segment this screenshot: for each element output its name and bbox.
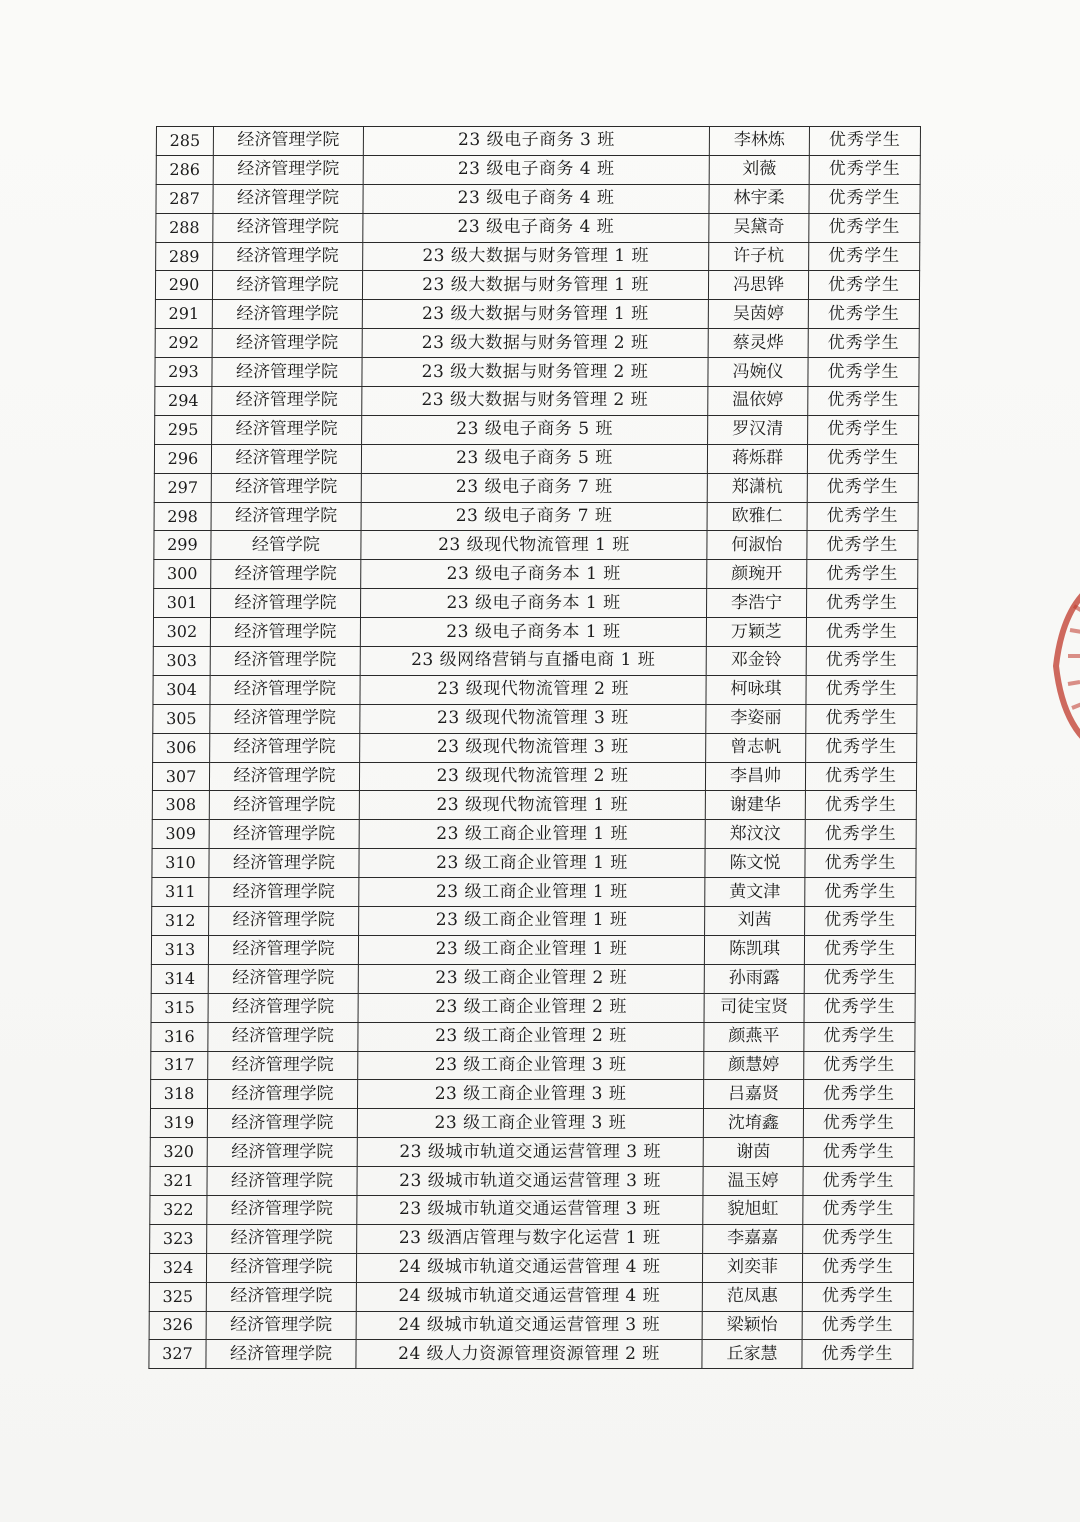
award-cell: 优秀学生 [802, 1282, 913, 1311]
class-cell: 23 级工商企业管理 1 班 [359, 849, 705, 878]
award-cell: 优秀学生 [806, 618, 917, 647]
award-cell: 优秀学生 [809, 127, 920, 156]
award-cell: 优秀学生 [808, 271, 919, 300]
table-row [153, 589, 917, 618]
student-name-cell: 李林炼 [709, 127, 809, 156]
award-cell: 优秀学生 [807, 473, 918, 502]
table-row [156, 155, 920, 184]
student-name-cell: 蒋烁群 [707, 444, 807, 473]
award-cell: 优秀学生 [808, 300, 919, 329]
class-cell: 23 级网络营销与直播电商 1 班 [360, 647, 706, 676]
row-number-cell: 323 [150, 1224, 207, 1253]
class-cell: 23 级工商企业管理 2 班 [358, 964, 704, 993]
row-number-cell: 289 [156, 242, 213, 271]
table-row [150, 1138, 914, 1167]
college-cell: 经济管理学院 [211, 560, 361, 589]
row-number-cell: 318 [150, 1080, 207, 1109]
college-cell: 经济管理学院 [213, 213, 363, 242]
class-cell: 23 级工商企业管理 1 班 [359, 907, 705, 936]
roster-body [149, 127, 921, 1369]
table-row [151, 935, 915, 964]
row-number-cell: 317 [151, 1051, 208, 1080]
college-cell: 经济管理学院 [207, 1080, 357, 1109]
college-cell: 经济管理学院 [209, 791, 359, 820]
college-cell: 经济管理学院 [208, 964, 358, 993]
table-row [155, 329, 919, 358]
student-name-cell: 范凤惠 [702, 1282, 802, 1311]
row-number-cell: 294 [155, 387, 212, 416]
college-cell: 经济管理学院 [207, 1138, 357, 1167]
college-cell: 经济管理学院 [207, 1195, 357, 1224]
award-cell: 优秀学生 [804, 1051, 915, 1080]
row-number-cell: 288 [156, 213, 213, 242]
table-row [155, 387, 919, 416]
table-row [156, 184, 920, 213]
row-number-cell: 314 [151, 964, 208, 993]
college-cell: 经济管理学院 [207, 1167, 357, 1196]
student-name-cell: 曾志帆 [706, 733, 806, 762]
college-cell: 经济管理学院 [207, 1109, 357, 1138]
college-cell: 经济管理学院 [212, 329, 362, 358]
college-cell: 经济管理学院 [213, 127, 363, 156]
student-name-cell: 冯思铧 [708, 271, 808, 300]
class-cell: 23 级电子商务本 1 班 [360, 589, 706, 618]
student-name-cell: 郑汶汶 [705, 820, 805, 849]
class-cell: 23 级电子商务 4 班 [363, 155, 709, 184]
student-name-cell: 颜琬开 [707, 560, 807, 589]
student-name-cell: 蔡灵烨 [708, 329, 808, 358]
student-name-cell: 冯婉仪 [708, 358, 808, 387]
table-row [151, 1051, 915, 1080]
table-row [152, 762, 916, 791]
row-number-cell: 324 [149, 1253, 206, 1282]
student-name-cell: 温依婷 [708, 387, 808, 416]
table-row [155, 300, 919, 329]
row-number-cell: 327 [149, 1340, 206, 1369]
college-cell: 经济管理学院 [213, 155, 363, 184]
row-number-cell: 304 [153, 675, 210, 704]
award-cell: 优秀学生 [806, 589, 917, 618]
student-name-cell: 李昌帅 [705, 762, 805, 791]
award-cell: 优秀学生 [803, 1080, 914, 1109]
official-seal-stamp [1046, 566, 1080, 766]
class-cell: 23 级现代物流管理 1 班 [361, 531, 707, 560]
class-cell: 23 级大数据与财务管理 2 班 [362, 329, 708, 358]
award-cell: 优秀学生 [805, 820, 916, 849]
class-cell: 23 级大数据与财务管理 2 班 [362, 387, 708, 416]
college-cell: 经济管理学院 [213, 184, 363, 213]
class-cell: 24 级城市轨道交通运营管理 4 班 [356, 1282, 702, 1311]
table-row [152, 907, 916, 936]
row-number-cell: 292 [155, 329, 212, 358]
table-row [152, 791, 916, 820]
college-cell: 经济管理学院 [209, 878, 359, 907]
row-number-cell: 300 [154, 560, 211, 589]
student-name-cell: 貌旭虹 [703, 1195, 803, 1224]
row-number-cell: 297 [154, 473, 211, 502]
award-cell: 优秀学生 [805, 907, 916, 936]
table-row [150, 1109, 914, 1138]
table-row [152, 878, 916, 907]
student-name-cell: 温玉婷 [703, 1167, 803, 1196]
student-name-cell: 黄文津 [705, 878, 805, 907]
table-row [150, 1080, 914, 1109]
award-cell: 优秀学生 [804, 1022, 915, 1051]
row-number-cell: 301 [153, 589, 210, 618]
class-cell: 24 级人力资源管理资源管理 2 班 [356, 1340, 702, 1369]
table-row [154, 473, 918, 502]
table-row [156, 127, 920, 156]
table-row [155, 271, 919, 300]
row-number-cell: 287 [156, 184, 213, 213]
student-name-cell: 欧雅仁 [707, 502, 807, 531]
student-name-cell: 郑潇杭 [707, 473, 807, 502]
class-cell: 23 级工商企业管理 2 班 [358, 1022, 704, 1051]
college-cell: 经济管理学院 [212, 300, 362, 329]
row-number-cell: 298 [154, 502, 211, 531]
row-number-cell: 306 [153, 733, 210, 762]
student-name-cell: 陈凯琪 [704, 935, 804, 964]
award-cell: 优秀学生 [809, 213, 920, 242]
student-name-cell: 李浩宁 [706, 589, 806, 618]
college-cell: 经济管理学院 [206, 1340, 356, 1369]
college-cell: 经济管理学院 [209, 849, 359, 878]
college-cell: 经济管理学院 [212, 358, 362, 387]
student-name-cell: 刘奕菲 [702, 1253, 802, 1282]
student-name-cell: 颜慧婷 [704, 1051, 804, 1080]
row-number-cell: 308 [152, 791, 209, 820]
class-cell: 23 级工商企业管理 3 班 [358, 1051, 704, 1080]
student-name-cell: 李嘉嘉 [703, 1224, 803, 1253]
college-cell: 经济管理学院 [211, 502, 361, 531]
table-row [151, 1022, 915, 1051]
award-cell: 优秀学生 [808, 358, 919, 387]
table-row [149, 1282, 913, 1311]
row-number-cell: 307 [152, 762, 209, 791]
table-row [155, 415, 919, 444]
student-name-cell: 吴茵婷 [708, 300, 808, 329]
college-cell: 经济管理学院 [208, 1022, 358, 1051]
award-cell: 优秀学生 [807, 502, 918, 531]
student-name-cell: 万颖芝 [706, 618, 806, 647]
table-row [156, 242, 920, 271]
student-name-cell: 丘家慧 [702, 1340, 802, 1369]
row-number-cell: 299 [154, 531, 211, 560]
table-row [152, 849, 916, 878]
class-cell: 23 级现代物流管理 3 班 [360, 733, 706, 762]
award-cell: 优秀学生 [805, 791, 916, 820]
award-cell: 优秀学生 [808, 415, 919, 444]
table-row [153, 733, 917, 762]
college-cell: 经济管理学院 [209, 907, 359, 936]
table-row [153, 675, 917, 704]
class-cell: 23 级工商企业管理 2 班 [358, 993, 704, 1022]
college-cell: 经济管理学院 [210, 647, 360, 676]
class-cell: 23 级城市轨道交通运营管理 3 班 [357, 1167, 703, 1196]
student-name-cell: 陈文悦 [705, 849, 805, 878]
row-number-cell: 286 [156, 155, 213, 184]
table-row [149, 1253, 913, 1282]
college-cell: 经济管理学院 [207, 1224, 357, 1253]
student-name-cell: 谢茵 [703, 1138, 803, 1167]
class-cell: 23 级城市轨道交通运营管理 3 班 [357, 1138, 703, 1167]
student-name-cell: 邓金铃 [706, 647, 806, 676]
college-cell: 经济管理学院 [212, 387, 362, 416]
class-cell: 23 级电子商务 4 班 [363, 213, 709, 242]
award-cell: 优秀学生 [803, 1167, 914, 1196]
row-number-cell: 320 [150, 1138, 207, 1167]
table-row [154, 444, 918, 473]
student-name-cell: 司徒宝贤 [704, 993, 804, 1022]
college-cell: 经济管理学院 [213, 242, 363, 271]
class-cell: 23 级电子商务本 1 班 [361, 560, 707, 589]
award-cell: 优秀学生 [802, 1340, 913, 1369]
award-cell: 优秀学生 [807, 531, 918, 560]
row-number-cell: 316 [151, 1022, 208, 1051]
award-cell: 优秀学生 [805, 849, 916, 878]
student-name-cell: 颜燕平 [704, 1022, 804, 1051]
table-row [151, 993, 915, 1022]
student-name-cell: 柯咏琪 [706, 675, 806, 704]
award-cell: 优秀学生 [806, 675, 917, 704]
table-row [150, 1195, 914, 1224]
award-cell: 优秀学生 [803, 1224, 914, 1253]
award-cell: 优秀学生 [803, 1109, 914, 1138]
table-row [154, 531, 918, 560]
class-cell: 23 级现代物流管理 3 班 [360, 704, 706, 733]
row-number-cell: 326 [149, 1311, 206, 1340]
award-cell: 优秀学生 [809, 242, 920, 271]
table-row [155, 358, 919, 387]
award-cell: 优秀学生 [809, 184, 920, 213]
award-cell: 优秀学生 [804, 964, 915, 993]
college-cell: 经济管理学院 [211, 444, 361, 473]
college-cell: 经济管理学院 [209, 820, 359, 849]
row-number-cell: 319 [150, 1109, 207, 1138]
college-cell: 经济管理学院 [208, 935, 358, 964]
row-number-cell: 309 [152, 820, 209, 849]
row-number-cell: 322 [150, 1195, 207, 1224]
student-name-cell: 罗汉清 [708, 415, 808, 444]
class-cell: 23 级大数据与财务管理 1 班 [363, 242, 709, 271]
row-number-cell: 311 [152, 878, 209, 907]
class-cell: 23 级电子商务 4 班 [363, 184, 709, 213]
college-cell: 经济管理学院 [209, 762, 359, 791]
row-number-cell: 310 [152, 849, 209, 878]
college-cell: 经济管理学院 [211, 473, 361, 502]
student-name-cell: 刘薇 [709, 155, 809, 184]
class-cell: 23 级现代物流管理 1 班 [359, 791, 705, 820]
table-row [149, 1340, 913, 1369]
class-cell: 23 级电子商务 5 班 [362, 415, 708, 444]
row-number-cell: 313 [151, 935, 208, 964]
table-row [154, 560, 918, 589]
table-row [149, 1311, 913, 1340]
student-name-cell: 吕嘉贤 [703, 1080, 803, 1109]
award-cell: 优秀学生 [805, 762, 916, 791]
row-number-cell: 295 [155, 415, 212, 444]
table-row [154, 502, 918, 531]
college-cell: 经济管理学院 [208, 1051, 358, 1080]
student-name-cell: 孙雨露 [704, 964, 804, 993]
row-number-cell: 321 [150, 1167, 207, 1196]
table-row [156, 213, 920, 242]
student-name-cell: 刘茜 [705, 907, 805, 936]
award-cell: 优秀学生 [803, 1195, 914, 1224]
college-cell: 经济管理学院 [212, 271, 362, 300]
college-cell: 经济管理学院 [210, 733, 360, 762]
row-number-cell: 296 [154, 444, 211, 473]
row-number-cell: 302 [153, 618, 210, 647]
award-cell: 优秀学生 [805, 878, 916, 907]
award-cell: 优秀学生 [802, 1253, 913, 1282]
college-cell: 经济管理学院 [206, 1282, 356, 1311]
student-name-cell: 谢建华 [705, 791, 805, 820]
award-cell: 优秀学生 [806, 647, 917, 676]
student-name-cell: 李姿丽 [706, 704, 806, 733]
class-cell: 23 级大数据与财务管理 1 班 [362, 271, 708, 300]
class-cell: 23 级工商企业管理 1 班 [359, 820, 705, 849]
row-number-cell: 293 [155, 358, 212, 387]
class-cell: 23 级电子商务 7 班 [361, 502, 707, 531]
row-number-cell: 312 [152, 907, 209, 936]
table-row [153, 618, 917, 647]
college-cell: 经济管理学院 [206, 1253, 356, 1282]
row-number-cell: 285 [156, 127, 213, 156]
student-name-cell: 梁颖怡 [702, 1311, 802, 1340]
table-row [152, 820, 916, 849]
row-number-cell: 290 [155, 271, 212, 300]
college-cell: 经济管理学院 [210, 618, 360, 647]
class-cell: 23 级现代物流管理 2 班 [360, 675, 706, 704]
class-cell: 23 级酒店管理与数字化运营 1 班 [357, 1224, 703, 1253]
award-cell: 优秀学生 [809, 155, 920, 184]
college-cell: 经济管理学院 [210, 589, 360, 618]
award-cell: 优秀学生 [808, 329, 919, 358]
table-row [150, 1167, 914, 1196]
award-roster-table [148, 126, 921, 1369]
award-cell: 优秀学生 [806, 704, 917, 733]
row-number-cell: 303 [153, 647, 210, 676]
class-cell: 23 级电子商务本 1 班 [360, 618, 706, 647]
student-name-cell: 吴黛奇 [709, 213, 809, 242]
class-cell: 23 级现代物流管理 2 班 [359, 762, 705, 791]
class-cell: 23 级大数据与财务管理 2 班 [362, 358, 708, 387]
award-cell: 优秀学生 [806, 733, 917, 762]
award-cell: 优秀学生 [803, 1138, 914, 1167]
award-cell: 优秀学生 [807, 444, 918, 473]
student-name-cell: 沈堉鑫 [703, 1109, 803, 1138]
class-cell: 24 级城市轨道交通运营管理 4 班 [356, 1253, 702, 1282]
college-cell: 经济管理学院 [210, 704, 360, 733]
class-cell: 23 级工商企业管理 1 班 [358, 935, 704, 964]
class-cell: 23 级电子商务 7 班 [361, 473, 707, 502]
college-cell: 经济管理学院 [206, 1311, 356, 1340]
award-cell: 优秀学生 [804, 993, 915, 1022]
college-cell: 经济管理学院 [208, 993, 358, 1022]
award-cell: 优秀学生 [808, 387, 919, 416]
row-number-cell: 291 [155, 300, 212, 329]
class-cell: 24 级城市轨道交通运营管理 3 班 [356, 1311, 702, 1340]
table-row [153, 704, 917, 733]
award-cell: 优秀学生 [807, 560, 918, 589]
student-name-cell: 何淑怡 [707, 531, 807, 560]
award-cell: 优秀学生 [802, 1311, 913, 1340]
class-cell: 23 级电子商务 3 班 [363, 127, 709, 156]
class-cell: 23 级工商企业管理 3 班 [357, 1080, 703, 1109]
class-cell: 23 级城市轨道交通运营管理 3 班 [357, 1195, 703, 1224]
row-number-cell: 305 [153, 704, 210, 733]
table-row [153, 647, 917, 676]
row-number-cell: 315 [151, 993, 208, 1022]
class-cell: 23 级工商企业管理 3 班 [357, 1109, 703, 1138]
student-name-cell: 许子杭 [709, 242, 809, 271]
college-cell: 经济管理学院 [212, 415, 362, 444]
table-row [150, 1224, 914, 1253]
class-cell: 23 级大数据与财务管理 1 班 [362, 300, 708, 329]
class-cell: 23 级工商企业管理 1 班 [359, 878, 705, 907]
college-cell: 经济管理学院 [210, 675, 360, 704]
student-name-cell: 林宇柔 [709, 184, 809, 213]
row-number-cell: 325 [149, 1282, 206, 1311]
college-cell: 经管学院 [211, 531, 361, 560]
table-row [151, 964, 915, 993]
class-cell: 23 级电子商务 5 班 [361, 444, 707, 473]
award-cell: 优秀学生 [804, 935, 915, 964]
